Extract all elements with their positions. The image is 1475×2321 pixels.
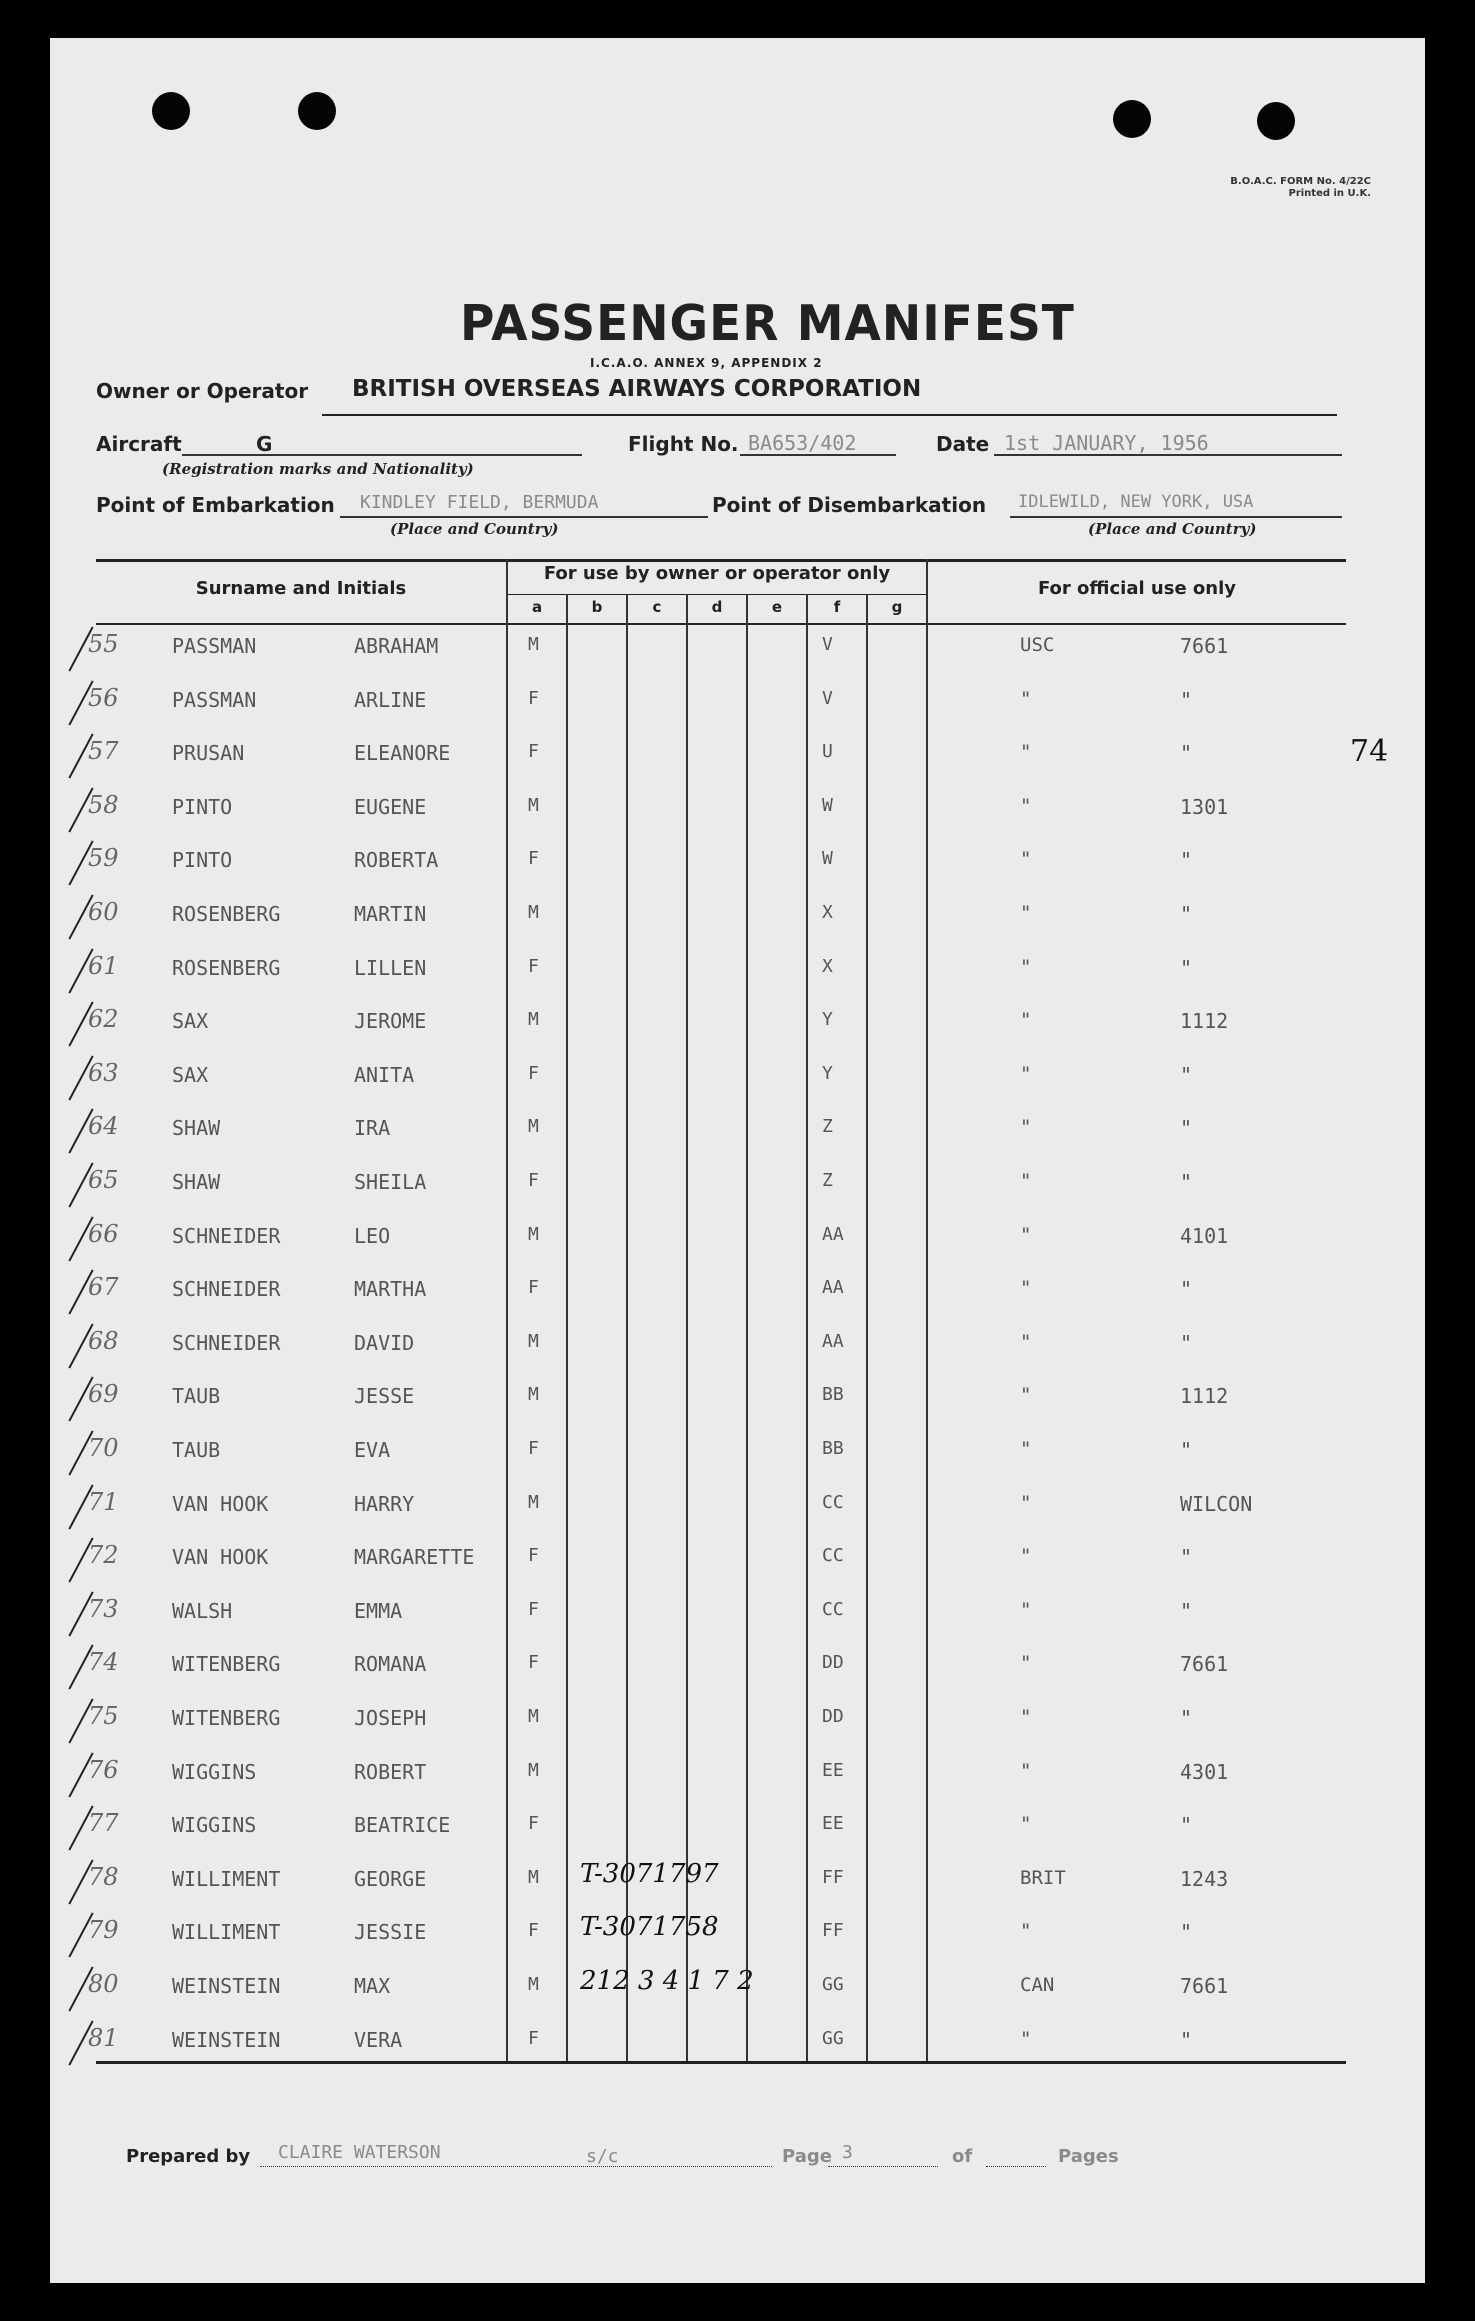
code-f: X xyxy=(822,956,833,977)
of-label: of xyxy=(952,2146,973,2167)
table-row xyxy=(50,1380,1425,1420)
first-name: MAX xyxy=(354,1974,391,1998)
official-1: " xyxy=(1020,1277,1032,1299)
form-number: B.O.A.C. FORM No. 4/22C Printed in U.K. xyxy=(1230,176,1371,199)
date-value: 1st JANUARY, 1956 xyxy=(1004,431,1209,455)
official-1: " xyxy=(1020,1492,1032,1514)
first-name: ARLINE xyxy=(354,688,427,712)
surname: SCHNEIDER xyxy=(172,1277,281,1301)
code-f: W xyxy=(822,848,833,869)
manifest-sheet xyxy=(50,38,1425,2283)
sex: M xyxy=(528,1331,539,1352)
official-2: " xyxy=(1180,848,1193,872)
first-name: JEROME xyxy=(354,1009,427,1033)
code-f: W xyxy=(822,795,833,816)
code-f: CC xyxy=(822,1599,844,1620)
first-name: EUGENE xyxy=(354,795,427,819)
official-2: " xyxy=(1180,1170,1193,1194)
punch-hole xyxy=(1257,102,1295,140)
first-name: ROBERT xyxy=(354,1760,427,1784)
surname: SCHNEIDER xyxy=(172,1224,281,1248)
sex: M xyxy=(528,1492,539,1513)
pages-line xyxy=(986,2166,1046,2167)
row-number: 66 xyxy=(88,1220,119,1248)
official-1: " xyxy=(1020,2028,1032,2050)
code-f: FF xyxy=(822,1920,844,1941)
surname: WEINSTEIN xyxy=(172,2028,281,2052)
first-name: ROMANA xyxy=(354,1652,427,1676)
row-number: 75 xyxy=(88,1702,119,1730)
official-2: " xyxy=(1180,1438,1193,1462)
surname: SHAW xyxy=(172,1116,221,1140)
first-name: LEO xyxy=(354,1224,391,1248)
first-name: JESSE xyxy=(354,1384,415,1408)
table-row xyxy=(50,1809,1425,1849)
official-1: " xyxy=(1020,1706,1032,1728)
official-2: " xyxy=(1180,902,1193,926)
official-2: " xyxy=(1180,1706,1193,1730)
surname: SAX xyxy=(172,1009,209,1033)
surname: PINTO xyxy=(172,795,233,819)
official-2: " xyxy=(1180,1813,1193,1837)
surname: PINTO xyxy=(172,848,233,872)
surname: VAN HOOK xyxy=(172,1545,269,1569)
code-f: Y xyxy=(822,1009,833,1030)
table-row xyxy=(50,2024,1425,2064)
punch-hole xyxy=(152,92,190,130)
surname: WITENBERG xyxy=(172,1652,281,1676)
code-f: DD xyxy=(822,1706,844,1727)
row-number: 76 xyxy=(88,1756,119,1784)
official-1: " xyxy=(1020,1384,1032,1406)
embarkation-note: (Place and Country) xyxy=(390,520,559,538)
official-1: " xyxy=(1020,1599,1032,1621)
table-row xyxy=(50,1648,1425,1688)
col-letter-c: c xyxy=(652,598,662,616)
surname: ROSENBERG xyxy=(172,956,281,980)
page-line xyxy=(828,2166,938,2167)
embarkation-value: KINDLEY FIELD, BERMUDA xyxy=(360,492,599,513)
official-1: CAN xyxy=(1020,1974,1055,1996)
sex: F xyxy=(528,1170,539,1191)
col-letter-e: e xyxy=(771,598,783,616)
sex: M xyxy=(528,1009,539,1030)
col-letter-a: a xyxy=(531,598,543,616)
row-number: 69 xyxy=(88,1380,119,1408)
sex: F xyxy=(528,956,539,977)
surname: WITENBERG xyxy=(172,1706,281,1730)
official-1: " xyxy=(1020,1813,1032,1835)
row-number: 70 xyxy=(88,1434,119,1462)
owner-label: Owner or Operator xyxy=(96,379,309,403)
sex: M xyxy=(528,1867,539,1888)
pages-label: Pages xyxy=(1058,2146,1119,2167)
official-1: " xyxy=(1020,848,1032,870)
official-1: USC xyxy=(1020,634,1055,656)
row-number: 62 xyxy=(88,1005,119,1033)
row-number: 71 xyxy=(88,1488,119,1516)
table-row xyxy=(50,1273,1425,1313)
code-f: AA xyxy=(822,1277,844,1298)
official-2: " xyxy=(1180,1920,1193,1944)
code-f: AA xyxy=(822,1331,844,1352)
official-2: 7661 xyxy=(1180,1652,1229,1676)
aircraft-note: (Registration marks and Nationality) xyxy=(162,460,474,478)
row-number: 63 xyxy=(88,1059,119,1087)
surname: SCHNEIDER xyxy=(172,1331,281,1355)
date-label: Date xyxy=(936,432,990,456)
col-letter-b: b xyxy=(591,598,603,616)
code-f: CC xyxy=(822,1545,844,1566)
first-name: HARRY xyxy=(354,1492,415,1516)
official-2: " xyxy=(1180,1545,1193,1569)
row-number: 78 xyxy=(88,1863,119,1891)
first-name: IRA xyxy=(354,1116,391,1140)
code-f: BB xyxy=(822,1384,844,1405)
official-2: 7661 xyxy=(1180,1974,1229,1998)
col-letter-f: f xyxy=(833,598,841,616)
flight-value: BA653/402 xyxy=(748,431,857,455)
row-number: 65 xyxy=(88,1166,119,1194)
row-number: 73 xyxy=(88,1595,119,1623)
official-1: " xyxy=(1020,1331,1032,1353)
sex: F xyxy=(528,1438,539,1459)
row-number: 61 xyxy=(88,952,119,980)
sex: F xyxy=(528,1599,539,1620)
official-2: WILCON xyxy=(1180,1492,1253,1516)
disembarkation-note: (Place and Country) xyxy=(1088,520,1257,538)
first-name: GEORGE xyxy=(354,1867,427,1891)
table-row xyxy=(50,898,1425,938)
surname: ROSENBERG xyxy=(172,902,281,926)
prepared-line xyxy=(260,2166,772,2167)
footer-rule xyxy=(96,2061,1346,2064)
page-value: 3 xyxy=(842,2142,853,2163)
punch-hole xyxy=(298,92,336,130)
page-title: PASSENGER MANIFEST xyxy=(460,294,1075,353)
official-2: 4101 xyxy=(1180,1224,1229,1248)
aircraft-line xyxy=(182,454,582,456)
sex: M xyxy=(528,1760,539,1781)
sex: M xyxy=(528,1384,539,1405)
first-name: MARTIN xyxy=(354,902,427,926)
table-top-rule xyxy=(96,559,1346,562)
sex: F xyxy=(528,688,539,709)
handwritten-number: 212 3 4 1 7 2 xyxy=(580,1966,754,1996)
official-1: " xyxy=(1020,1545,1032,1567)
official-1: " xyxy=(1020,1116,1032,1138)
table-row xyxy=(50,1005,1425,1045)
official-2: " xyxy=(1180,956,1193,980)
sex: M xyxy=(528,634,539,655)
official-1: " xyxy=(1020,1224,1032,1246)
first-name: ABRAHAM xyxy=(354,634,439,658)
table-row xyxy=(50,1166,1425,1206)
surname: VAN HOOK xyxy=(172,1492,269,1516)
surname: PRUSAN xyxy=(172,741,245,765)
code-f: GG xyxy=(822,2028,844,2049)
row-number: 79 xyxy=(88,1916,119,1944)
code-f: V xyxy=(822,634,833,655)
first-name: DAVID xyxy=(354,1331,415,1355)
surname: SHAW xyxy=(172,1170,221,1194)
sex: M xyxy=(528,902,539,923)
official-1: " xyxy=(1020,1009,1032,1031)
sex: F xyxy=(528,1813,539,1834)
official-2: 7661 xyxy=(1180,634,1229,658)
official-2: " xyxy=(1180,2028,1193,2052)
code-f: Z xyxy=(822,1170,833,1191)
first-name: LILLEN xyxy=(354,956,427,980)
prepared-value: CLAIRE WATERSON xyxy=(278,2142,441,2163)
row-number: 72 xyxy=(88,1541,119,1569)
table-row xyxy=(50,1541,1425,1581)
sex: F xyxy=(528,1277,539,1298)
code-f: V xyxy=(822,688,833,709)
table-row xyxy=(50,952,1425,992)
official-2: " xyxy=(1180,1331,1193,1355)
page-subtitle: I.C.A.O. ANNEX 9, APPENDIX 2 xyxy=(590,356,823,370)
first-name: JESSIE xyxy=(354,1920,427,1944)
surname: SAX xyxy=(172,1063,209,1087)
disembarkation-value: IDLEWILD, NEW YORK, USA xyxy=(1018,492,1254,512)
table-row xyxy=(50,791,1425,831)
table-row xyxy=(50,684,1425,724)
prepared-label: Prepared by xyxy=(126,2146,251,2167)
divider xyxy=(322,414,1337,416)
table-row xyxy=(50,1434,1425,1474)
prepared-suffix: s/c xyxy=(586,2146,619,2167)
sex: F xyxy=(528,1545,539,1566)
first-name: ROBERTA xyxy=(354,848,439,872)
table-row xyxy=(50,1859,1425,1903)
official-2: " xyxy=(1180,688,1193,712)
code-f: DD xyxy=(822,1652,844,1673)
official-2: " xyxy=(1180,1063,1193,1087)
sex: M xyxy=(528,1224,539,1245)
official-2: 1112 xyxy=(1180,1384,1229,1408)
table-row xyxy=(50,1912,1425,1956)
first-name: VERA xyxy=(354,2028,403,2052)
official-2: 4301 xyxy=(1180,1760,1229,1784)
row-number: 77 xyxy=(88,1809,119,1837)
official-1: " xyxy=(1020,1760,1032,1782)
handwritten-number: T-3071758 xyxy=(580,1912,719,1942)
table-row xyxy=(50,1756,1425,1796)
surname: WILLIMENT xyxy=(172,1920,281,1944)
official-1: " xyxy=(1020,795,1032,817)
code-f: EE xyxy=(822,1813,844,1834)
official-2: " xyxy=(1180,1599,1193,1623)
row-number: 56 xyxy=(88,684,119,712)
row-number: 59 xyxy=(88,844,119,872)
official-2: 1112 xyxy=(1180,1009,1229,1033)
official-1: " xyxy=(1020,902,1032,924)
official-1: " xyxy=(1020,688,1032,710)
surname: PASSMAN xyxy=(172,688,257,712)
official-2: 1301 xyxy=(1180,795,1229,819)
row-number: 55 xyxy=(88,630,119,658)
aircraft-label: Aircraft xyxy=(96,432,182,456)
code-f: Z xyxy=(822,1116,833,1137)
row-number: 58 xyxy=(88,791,119,819)
table-row xyxy=(50,737,1425,777)
official-2: " xyxy=(1180,741,1193,765)
code-f: CC xyxy=(822,1492,844,1513)
col-header-official: For official use only xyxy=(1037,578,1237,599)
table-row xyxy=(50,630,1425,670)
col-header-owner: For use by owner or operator only xyxy=(543,563,891,584)
first-name: BEATRICE xyxy=(354,1813,451,1837)
sex: F xyxy=(528,1652,539,1673)
sex: M xyxy=(528,1974,539,1995)
surname: TAUB xyxy=(172,1384,221,1408)
sex: F xyxy=(528,741,539,762)
official-1: " xyxy=(1020,1063,1032,1085)
punch-hole xyxy=(1113,100,1151,138)
row-number: 57 xyxy=(88,737,119,765)
surname: WEINSTEIN xyxy=(172,1974,281,1998)
first-name: MARGARETTE xyxy=(354,1545,475,1569)
embarkation-label: Point of Embarkation xyxy=(96,493,335,517)
row-number: 80 xyxy=(88,1970,119,1998)
disembarkation-label: Point of Disembarkation xyxy=(712,493,987,517)
first-name: SHEILA xyxy=(354,1170,427,1194)
aircraft-value: G xyxy=(256,432,273,456)
row-number: 67 xyxy=(88,1273,119,1301)
letters-rule xyxy=(508,594,926,595)
row-number: 60 xyxy=(88,898,119,926)
code-f: U xyxy=(822,741,833,762)
first-name: MARTHA xyxy=(354,1277,427,1301)
first-name: JOSEPH xyxy=(354,1706,427,1730)
row-number: 81 xyxy=(88,2024,119,2052)
table-row xyxy=(50,1702,1425,1742)
row-number: 64 xyxy=(88,1112,119,1140)
code-f: EE xyxy=(822,1760,844,1781)
surname: WILLIMENT xyxy=(172,1867,281,1891)
table-header-rule xyxy=(96,623,1346,625)
code-f: FF xyxy=(822,1867,844,1888)
official-1: " xyxy=(1020,1438,1032,1460)
first-name: ELEANORE xyxy=(354,741,451,765)
table-row xyxy=(50,844,1425,884)
code-f: AA xyxy=(822,1224,844,1245)
surname: TAUB xyxy=(172,1438,221,1462)
sex: F xyxy=(528,1920,539,1941)
col-letter-d: d xyxy=(711,598,723,616)
official-1: " xyxy=(1020,1920,1032,1942)
sex: F xyxy=(528,1063,539,1084)
handwritten-number: T-3071797 xyxy=(580,1859,719,1889)
sex: M xyxy=(528,1116,539,1137)
first-name: ANITA xyxy=(354,1063,415,1087)
first-name: EVA xyxy=(354,1438,391,1462)
owner-value: BRITISH OVERSEAS AIRWAYS CORPORATION xyxy=(352,376,922,402)
official-2: 1243 xyxy=(1180,1867,1229,1891)
col-header-name: Surname and Initials xyxy=(195,578,407,599)
flight-label: Flight No. xyxy=(628,432,739,456)
official-1: " xyxy=(1020,1170,1032,1192)
page-label: Page xyxy=(782,2146,832,2167)
surname: PASSMAN xyxy=(172,634,257,658)
code-f: BB xyxy=(822,1438,844,1459)
table-row xyxy=(50,1220,1425,1260)
surname: WALSH xyxy=(172,1599,233,1623)
row-number: 68 xyxy=(88,1327,119,1355)
embarkation-line xyxy=(340,516,708,518)
col-letter-g: g xyxy=(891,598,903,616)
code-f: GG xyxy=(822,1974,844,1995)
official-1: BRIT xyxy=(1020,1867,1066,1889)
surname: WIGGINS xyxy=(172,1760,257,1784)
table-row xyxy=(50,1595,1425,1635)
table-row xyxy=(50,1966,1425,2010)
table-row xyxy=(50,1112,1425,1152)
first-name: EMMA xyxy=(354,1599,403,1623)
disembarkation-line xyxy=(1010,516,1342,518)
table-row xyxy=(50,1327,1425,1367)
table-row xyxy=(50,1488,1425,1528)
row-number: 74 xyxy=(88,1648,119,1676)
sex: F xyxy=(528,848,539,869)
code-f: X xyxy=(822,902,833,923)
margin-note: 74 xyxy=(1350,734,1389,769)
official-1: " xyxy=(1020,741,1032,763)
sex: M xyxy=(528,1706,539,1727)
official-1: " xyxy=(1020,1652,1032,1674)
table-row xyxy=(50,1059,1425,1099)
official-2: " xyxy=(1180,1116,1193,1140)
surname: WIGGINS xyxy=(172,1813,257,1837)
official-1: " xyxy=(1020,956,1032,978)
official-2: " xyxy=(1180,1277,1193,1301)
code-f: Y xyxy=(822,1063,833,1084)
sex: F xyxy=(528,2028,539,2049)
sex: M xyxy=(528,795,539,816)
